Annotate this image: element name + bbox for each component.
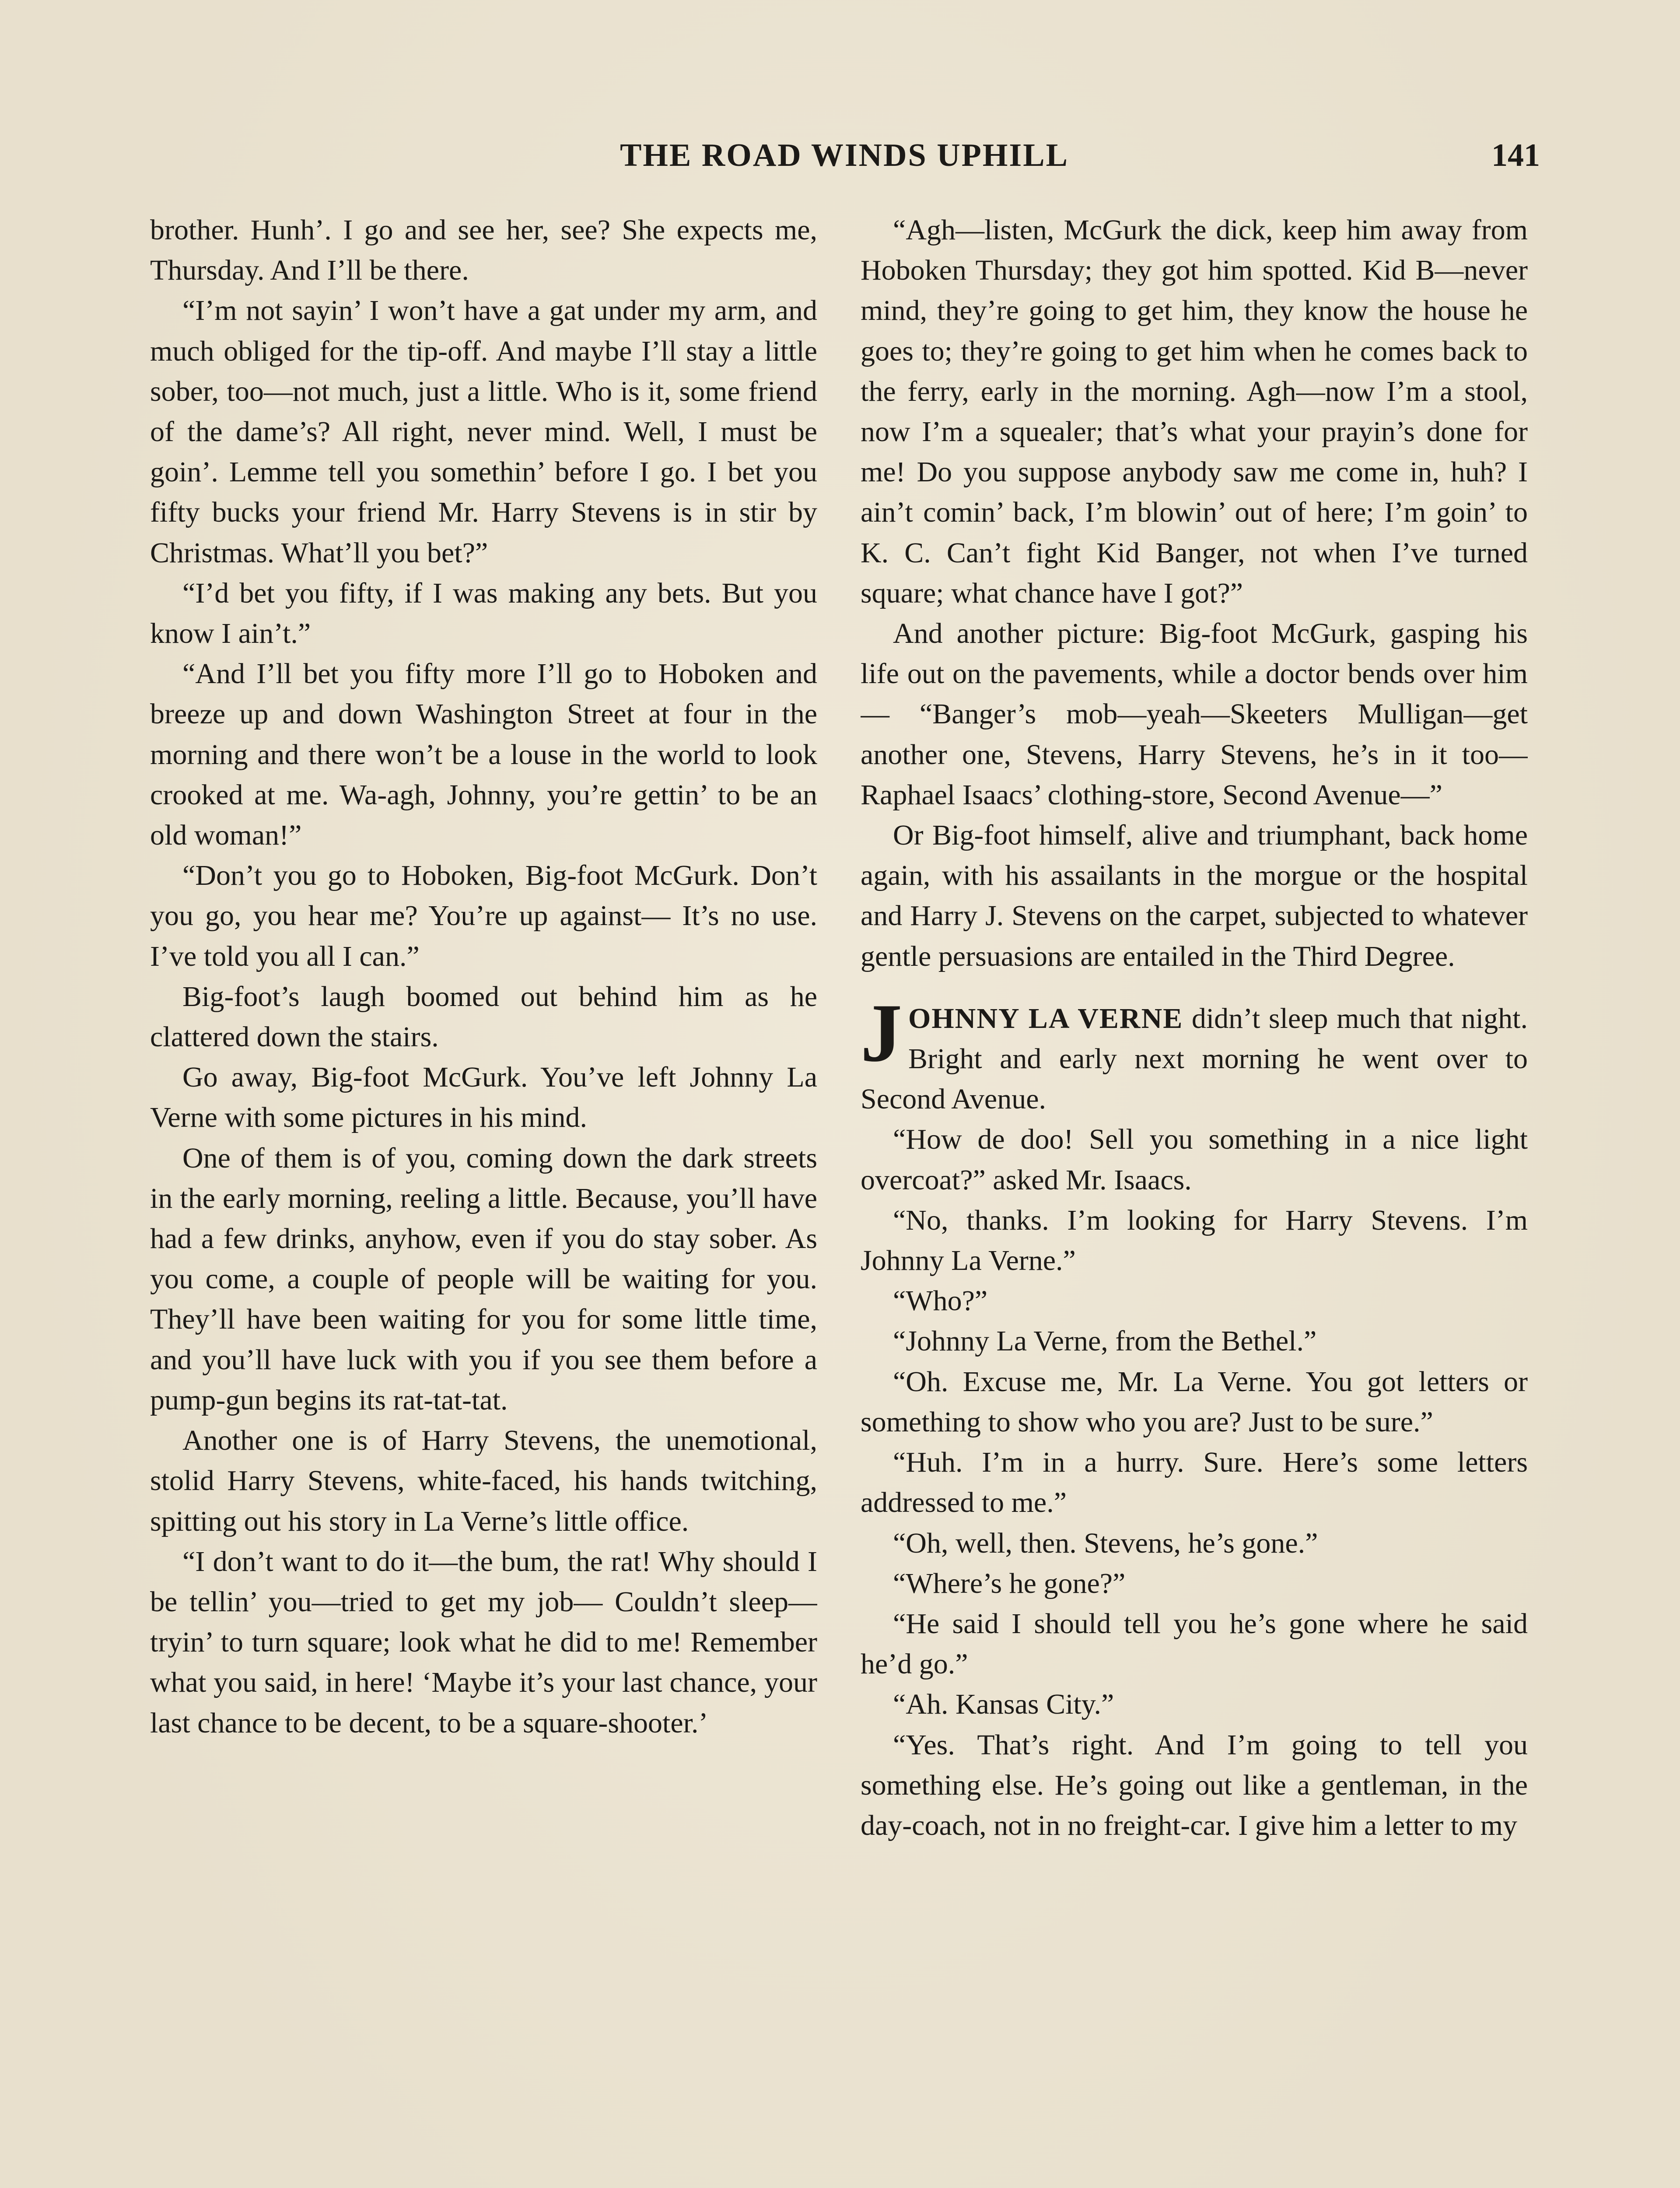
paragraph: Or Big-foot himself, alive and triumphant, back home again, with his assailants in the morgue or the hospital and Harry J. Stevens on the carpet, subjected to whatever gentle persuasions are entailed in the Third Degree.	[861, 819, 1528, 972]
paragraph: “Where’s he gone?”	[893, 1567, 1126, 1599]
paragraph: “Huh. I’m in a hurry. Sure. Here’s some letters addressed to me.”	[861, 1446, 1528, 1519]
paragraph: brother. Hunh’. I go and see her, see? She expects me, Thursday. And I’ll be there.	[150, 214, 817, 287]
paragraph: “Oh. Excuse me, Mr. La Verne. You got letters or something to show who you are? Just to be sure.”	[861, 1365, 1528, 1438]
paragraph: “Who?”	[893, 1285, 988, 1317]
paragraph: Big-foot’s laugh boomed out behind him as he clattered down the stairs.	[150, 980, 817, 1053]
drop-cap: J	[861, 987, 902, 1079]
small-caps-lead: OHNNY LA VERNE	[908, 1002, 1183, 1034]
right-column	[861, 210, 1528, 2188]
opening-text: didn’t sleep much that night. Bright and early next morning he went over to Second Avenue.	[861, 1002, 1528, 1115]
paragraph: “I’d bet you fifty, if I was making any bets. But you know I ain’t.”	[150, 577, 817, 650]
paragraph: “Don’t you go to Hoboken, Big-foot McGurk. Don’t you go, you hear me? You’re up against— It’s no use. I’ve told you all I can.”	[150, 859, 817, 972]
paragraph: “Johnny La Verne, from the Bethel.”	[893, 1325, 1317, 1357]
paragraph: “No, thanks. I’m looking for Harry Stevens. I’m Johnny La Verne.”	[861, 1204, 1528, 1277]
paragraph: “Yes. That’s right. And I’m going to tell you something else. He’s going out like a gentleman, in the day-coach, not in no freight-car. I give him a letter to my	[861, 1729, 1528, 1841]
paragraph: Go away, Big-foot McGurk. You’ve left Johnny La Verne with some pictures in his mind.	[150, 1061, 817, 1134]
paragraph: “How de doo! Sell you something in a nice light overcoat?” asked Mr. Isaacs.	[861, 1123, 1528, 1196]
paragraph: “Ah. Kansas City.”	[893, 1688, 1114, 1721]
running-title: THE ROAD WINDS UPHILL	[620, 137, 1069, 173]
page-header	[149, 131, 1540, 179]
paragraph: “Oh, well, then. Stevens, he’s gone.”	[893, 1527, 1318, 1559]
section-opening-paragraph	[861, 987, 1528, 1120]
paragraph: “Agh—listen, McGurk the dick, keep him away from Hoboken Thursday; they got him spotted. Kid B—never mind, they’re going to get him, they know the house he goes to; they’re going to get him when he comes back to the ferry, early in the morning. Agh—now I’m a stool, now I’m a squealer; that’s what your prayin’s done for me! Do you suppose anybody saw me come in, huh? I ain’t comin’ back, I’m blowin’ out of here; I’m goin’ to K. C. Can’t fight Kid Banger, not when I’ve turned square; what chance have I got?”	[861, 214, 1528, 609]
paragraph: “I don’t want to do it—the bum, the rat! Why should I be tellin’ you—tried to get my job— Couldn’t sleep—tryin’ to turn square; look what he did to me! Remember what you said, in here! ‘Maybe it’s your last chance, your last chance to be decent, to be a square-shooter.’	[150, 1545, 817, 1739]
paragraph: “I’m not sayin’ I won’t have a gat under my arm, and much obliged for the tip-off. And maybe I’ll stay a little sober, too—not much, just a little. Who is it, some friend of the dame’s? All right, never mind. Well, I must be goin’. Lemme tell you somethin’ before I go. I bet you fifty bucks your friend Mr. Harry Stevens is in stir by Christmas. What’ll you bet?”	[150, 295, 817, 569]
paragraph: “And I’ll bet you fifty more I’ll go to Hoboken and breeze up and down Washington Street at four in the morning and there won’t be a louse in the world to look crooked at me. Wa-agh, Johnny, you’re gettin’ to be an old woman!”	[150, 658, 817, 852]
left-column	[150, 210, 817, 2188]
paragraph: And another picture: Big-foot McGurk, gasping his life out on the pavements, while a doctor bends over him— “Banger’s mob—yeah—Skeeters Mulligan—get another one, Stevens, Harry Stevens, he’s in it too—Raphael Isaacs’ clothing-store, Second Avenue—”	[861, 617, 1528, 811]
paragraph: “He said I should tell you he’s gone where he said he’d go.”	[861, 1607, 1528, 1680]
paragraph: Another one is of Harry Stevens, the unemotional, stolid Harry Stevens, white-faced, his hands twitching, spitting out his story in La Verne’s little office.	[150, 1424, 817, 1537]
paragraph: One of them is of you, coming down the dark streets in the early morning, reeling a little. Because, you’ll have had a few drinks, anyhow, even if you do stay sober. As you come, a couple of people will be waiting for you. They’ll have been waiting for you for some little time, and you’ll have luck with you if you see them before a pump-gun begins its rat-tat-tat.	[150, 1142, 817, 1416]
page-number: 141	[1491, 137, 1540, 173]
